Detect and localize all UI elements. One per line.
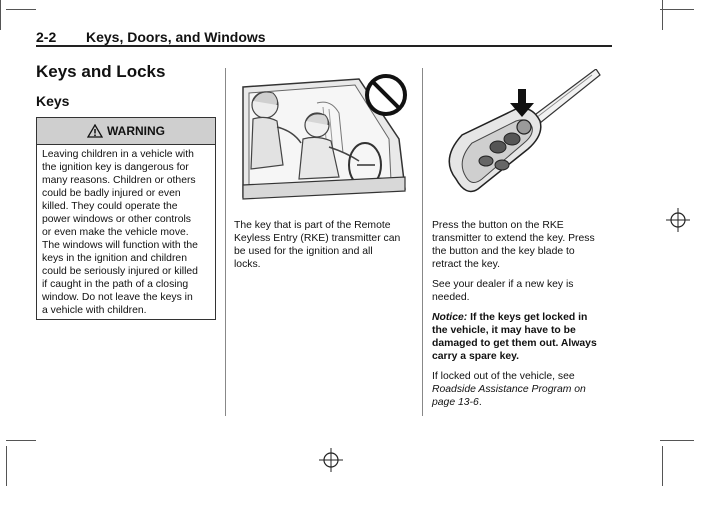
- warning-line: The windows will function with the: [42, 240, 198, 251]
- crop-mark: [6, 440, 36, 441]
- text-line: locks.: [234, 259, 261, 270]
- warning-line: keys in the ignition and children: [42, 253, 187, 264]
- section-title: Keys, Doors, and Windows: [86, 29, 266, 45]
- locked-out-paragraph: [432, 370, 614, 409]
- warning-triangle-icon: [87, 124, 103, 138]
- warning-text: [42, 148, 214, 317]
- roadside-reference: Roadside Assistance Program on: [432, 384, 586, 395]
- header-rule: [36, 45, 612, 47]
- dealer-paragraph: [432, 278, 614, 304]
- registration-mark: [666, 208, 690, 232]
- warning-title: WARNING: [107, 124, 165, 138]
- text-punctuation: .: [478, 397, 482, 408]
- text-line: If locked out of the vehicle, see: [432, 371, 575, 382]
- warning-header: [37, 118, 215, 145]
- text-line: be used for the ignition and all: [234, 246, 373, 257]
- text-line: needed.: [432, 292, 470, 303]
- registration-mark: [319, 448, 343, 472]
- children-in-car-illustration: [239, 69, 410, 205]
- warning-line: power windows or other controls: [42, 214, 192, 225]
- page-heading: Keys and Locks: [36, 62, 166, 81]
- text-line: See your dealer if a new key is: [432, 279, 574, 290]
- crop-mark: [660, 9, 694, 10]
- text-line: the vehicle, it may have to be: [432, 325, 576, 336]
- text-line: The key that is part of the Remote: [234, 220, 391, 231]
- text-line: Keyless Entry (RKE) transmitter can: [234, 233, 401, 244]
- crop-mark: [6, 446, 7, 486]
- page-reference: page 13-6: [432, 397, 479, 408]
- warning-line: many reasons. Children or others: [42, 175, 196, 186]
- no-symbol-icon: [367, 76, 405, 114]
- sub-heading: Keys: [36, 93, 70, 109]
- key-instructions: [432, 219, 614, 416]
- crop-mark: [6, 9, 36, 10]
- notice-label: Notice:: [432, 312, 468, 323]
- crop-mark: [662, 0, 663, 30]
- column-divider: [422, 68, 423, 416]
- rke-description: [234, 219, 416, 271]
- text-line: retract the key.: [432, 259, 500, 270]
- key-fob-illustration: [432, 69, 612, 205]
- page-number: 2-2: [36, 29, 57, 45]
- warning-line: the ignition key is dangerous for: [42, 162, 189, 173]
- extend-key-paragraph: [432, 219, 614, 271]
- text-line: the button and the key blade to: [432, 246, 575, 257]
- text-line: carry a spare key.: [432, 351, 520, 362]
- warning-line: killed. They could operate the: [42, 201, 178, 212]
- crop-mark: [662, 446, 663, 486]
- warning-line: could be badly injured or even: [42, 188, 181, 199]
- text-line: Press the button on the RKE: [432, 220, 564, 231]
- notice-paragraph: [432, 311, 614, 363]
- warning-box: [36, 117, 216, 320]
- warning-line: could be seriously injured or killed: [42, 266, 198, 277]
- text-line: damaged to get them out. Always: [432, 338, 597, 349]
- crop-mark: [0, 0, 1, 30]
- warning-line: window. Do not leave the keys in: [42, 292, 193, 303]
- warning-line: or even make the vehicle move.: [42, 227, 189, 238]
- crop-mark: [660, 440, 694, 441]
- text-line: If the keys get locked in: [470, 312, 588, 323]
- page-header: [36, 28, 612, 46]
- warning-line: a vehicle with children.: [42, 305, 147, 316]
- column-divider: [225, 68, 226, 416]
- warning-line: if caught in the path of a closing: [42, 279, 189, 290]
- text-line: transmitter to extend the key. Press: [432, 233, 595, 244]
- warning-line: Leaving children in a vehicle with: [42, 149, 194, 160]
